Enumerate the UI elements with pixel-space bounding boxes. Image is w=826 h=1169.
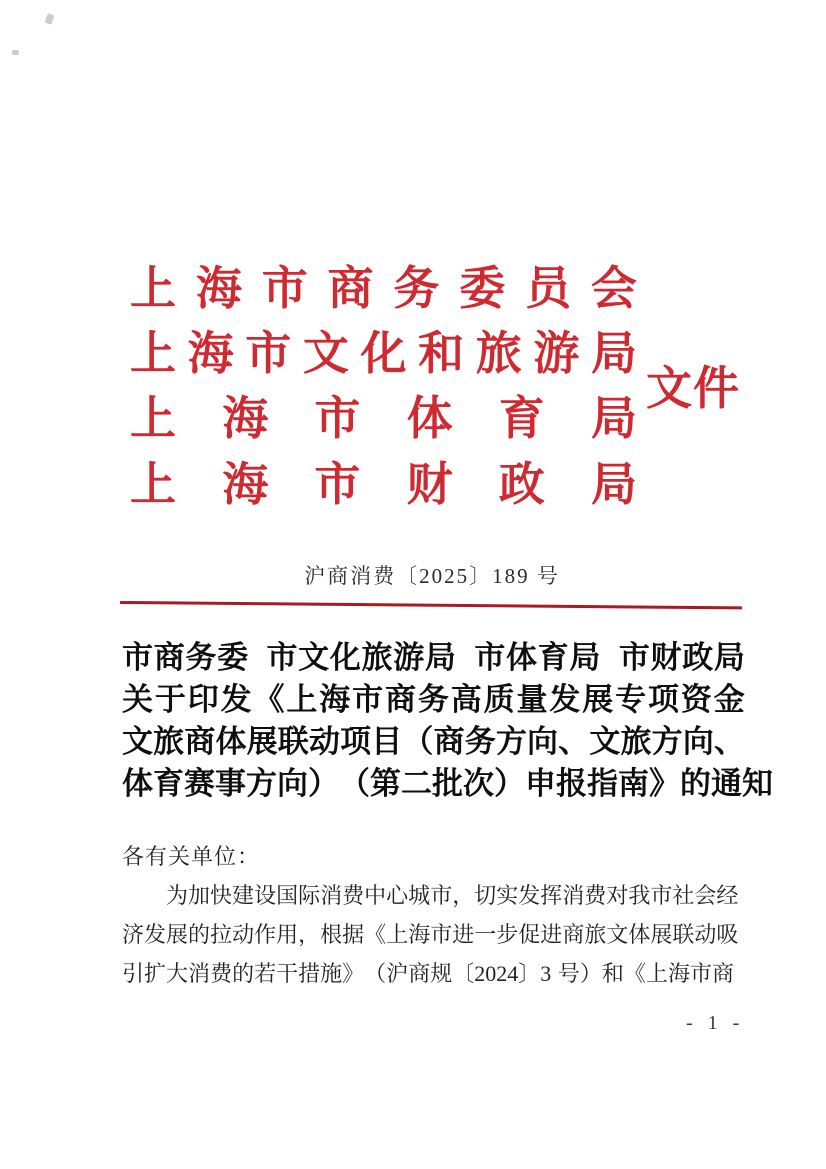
red-divider-line	[120, 601, 742, 609]
document-title	[122, 637, 773, 804]
letterhead-agency-block	[130, 256, 637, 518]
agency-name-finance-bureau: 上 海 市 财 政 局	[130, 458, 637, 510]
agency-name-culture-tourism-bureau: 上 海 市 文 化 和 旅 游 局	[130, 328, 637, 380]
doc-type-label: 文件	[646, 363, 740, 414]
paragraph-line: 为 加 快 建 设 国 际 消 费 中 心 城 市 ， 切 实 发 挥 消 费 对 我 市 社 会 经	[166, 882, 739, 908]
title-line: 文 旅 商 体 展 联 动 项 目 （ 商 务 方 向 、 文 旅 方 向 、	[122, 723, 745, 759]
agency-name-commerce-commission: 上 海 市 商 务 委 员 会	[130, 262, 637, 314]
scan-speck	[45, 13, 55, 25]
agency-name-sports-bureau: 上 海 市 体 育 局	[130, 393, 637, 445]
scan-speck	[12, 50, 19, 55]
title-line-issuers: 市 商 务 委 市 文 化 旅 游 局 市 体 育 局 市 财 政 局	[122, 640, 745, 676]
title-line: 体 育 赛 事 方 向 ） （ 第 二 批 次 ） 申 报 指 南 》 的 通 知	[122, 765, 773, 801]
salutation: 各有关单位：	[122, 844, 261, 869]
reference-number: 沪商消费〔2025〕189 号	[304, 564, 560, 588]
body-paragraph	[122, 876, 739, 994]
page-number: - 1 -	[686, 1012, 745, 1034]
title-line: 关 于 印 发 《 上 海 市 商 务 高 质 量 发 展 专 项 资 金	[122, 682, 745, 718]
paragraph-line: 济 发 展 的 拉 动 作 用 ， 根 据 《 上 海 市 进 一 步 促 进 商 旅 文 体 展 联 动 吸	[122, 922, 739, 948]
paragraph-line: 引 扩 大 消 费 的 若 干 措 施 》 （ 沪 商 规 〔 2024 〕 3 号 ） 和 《 上 海 市 商	[122, 961, 734, 987]
